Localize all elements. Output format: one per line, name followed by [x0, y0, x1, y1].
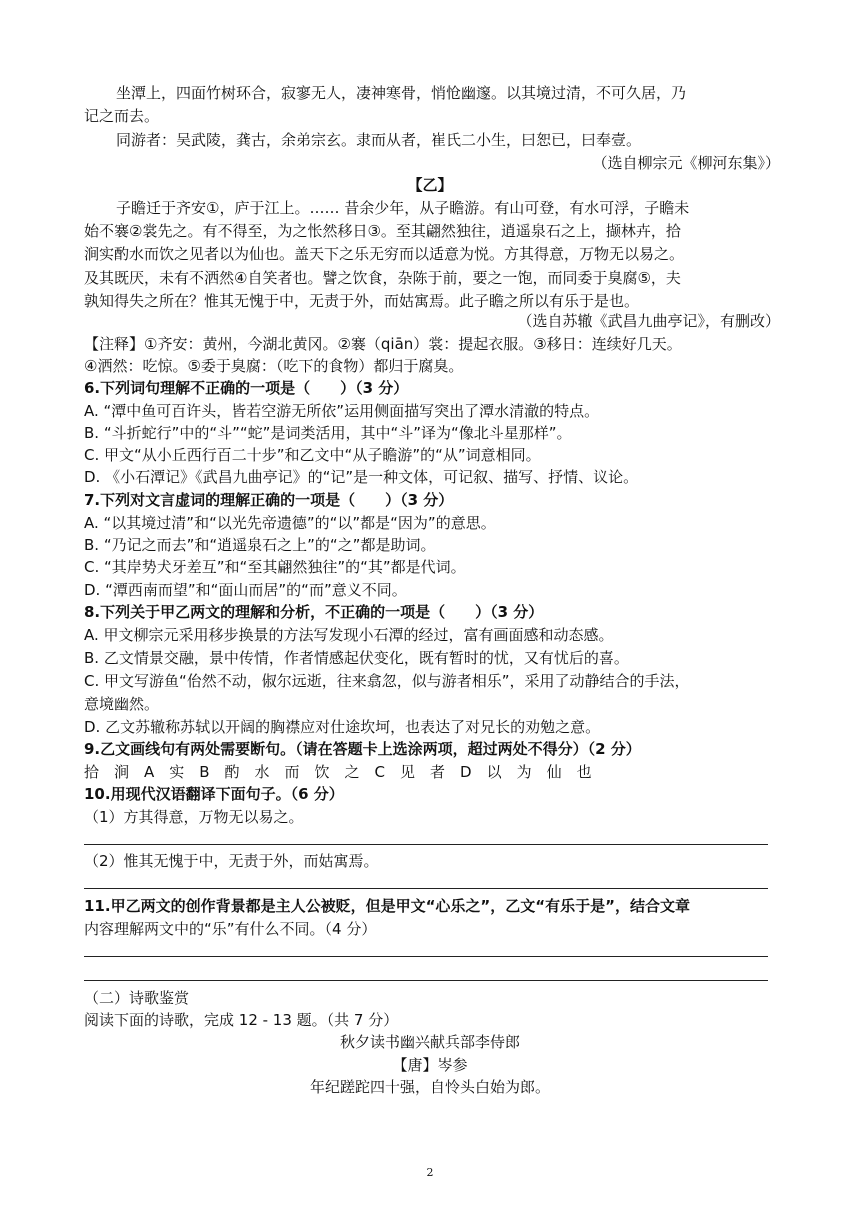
question-9-options: 拾 涧 A 实 B 酌 水 而 饮 之 C 见 者 D 以 为 仙 也 — [84, 763, 592, 781]
passage-yi-line: 及其既厌，未有不洒然④自笑者也。譬之饮食，杂陈于前，要之一饱，而同委于臭腐⑤，夫 — [84, 269, 681, 287]
question-8-option-c-cont: 意境幽然。 — [84, 695, 160, 713]
question-10-sentence-2: （2）惟其无愧于中，无责于外，而姑寓焉。 — [84, 852, 379, 870]
passage-jia-line: 坐潭上，四面竹树环合，寂寥无人，凄神寒骨，悄怆幽邃。以其境过清，不可久居，乃 — [116, 84, 687, 102]
passage-yi-line: 子瞻迁于齐安①，庐于江上。…… 昔余少年，从子瞻游。有山可登，有水可浮，子瞻未 — [116, 199, 690, 217]
annotation-line: ④洒然：吃惊。⑤委于臭腐：（吃下的食物）都归于腐臭。 — [84, 357, 464, 375]
question-8-option-a: A. 甲文柳宗元采用移步换景的方法写发现小石潭的经过，富有画面感和动态感。 — [84, 626, 614, 644]
passage-yi-line: 始不褰②裳先之。有不得至，为之怅然移日③。至其翩然独往，逍遥泉石之上，撷林卉，拾 — [84, 222, 681, 240]
poem-line: 年纪蹉跎四十强，自怜头白始为郎。 — [309, 1078, 550, 1096]
passage-jia-line: 同游者：吴武陵，龚古，余弟宗玄。隶而从者，崔氏二小生，曰恕已，曰奉壹。 — [116, 131, 642, 149]
question-10-stem: 10.用现代汉语翻译下面句子。（6 分） — [84, 785, 344, 803]
passage-yi-source: （选自苏辙《武昌九曲亭记》，有删改） — [517, 312, 780, 330]
question-8-stem: 8.下列关于甲乙两文的理解和分析，不正确的一项是（ ）（3 分） — [84, 603, 544, 621]
section-intro: 阅读下面的诗歌，完成 12 - 13 题。（共 7 分） — [84, 1011, 399, 1029]
question-9-stem: 9.乙文画线句有两处需要断句。（请在答题卡上选涂两项，超过两处不得分）（2 分） — [84, 740, 641, 758]
question-6-option-a: A. “潭中鱼可百许头，皆若空游无所依”运用侧面描写突出了潭水清澈的特点。 — [84, 402, 600, 420]
page-number: 2 — [426, 1166, 434, 1179]
section-title: （二）诗歌鉴赏 — [84, 989, 190, 1007]
question-7-option-a: A. “以其境过清”和“以光先帝遗德”的“以”都是“因为”的意思。 — [84, 514, 496, 532]
question-8-option-b: B. 乙文情景交融，景中传情，作者情感起伏变化，既有暂时的忧，又有忧后的喜。 — [84, 649, 629, 667]
question-7-option-d: D. “潭西南而望”和“面山而居”的“而”意义不同。 — [84, 581, 407, 599]
question-10-sentence-1: （1）方其得意，万物无以易之。 — [84, 808, 304, 826]
question-6-stem: 6.下列词句理解不正确的一项是（ ）（3 分） — [84, 379, 409, 397]
passage-jia-source: （选自柳宗元《柳河东集》） — [592, 154, 780, 172]
question-7-option-b: B. “乃记之而去”和“逍遥泉石之上”的“之”都是助词。 — [84, 536, 436, 554]
answer-line — [84, 980, 768, 981]
answer-line — [84, 888, 768, 889]
poem-author: 【唐】岑参 — [392, 1056, 468, 1074]
passage-jia-line: 记之而去。 — [84, 107, 160, 125]
passage-yi-heading: 【乙】 — [407, 176, 453, 194]
question-11-stem: 11.甲乙两文的创作背景都是主人公被贬，但是甲文“心乐之”，乙文“有乐于是”，结合文章 — [84, 897, 691, 915]
question-8-option-d: D. 乙文苏辙称苏轼以开阔的胸襟应对仕途坎坷，也表达了对兄长的劝勉之意。 — [84, 718, 601, 736]
question-7-option-c: C. “其岸势犬牙差互”和“至其翩然独往”的“其”都是代词。 — [84, 558, 466, 576]
question-8-option-c: C. 甲文写游鱼“佁然不动，俶尔远逝，往来翕忽，似与游者相乐”，采用了动静结合的手法， — [84, 672, 690, 690]
question-11-stem-cont: 内容理解两文中的“乐”有什么不同。（4 分） — [84, 920, 377, 938]
poem-title: 秋夕读书幽兴献兵部李侍郎 — [339, 1033, 520, 1051]
question-6-option-d: D. 《小石潭记》《武昌九曲亭记》的“记”是一种文体，可记叙、描写、抒情、议论。 — [84, 468, 639, 486]
question-6-option-c: C. 甲文“从小丘西行百二十步”和乙文中“从子瞻游”的“从”词意相同。 — [84, 446, 541, 464]
question-7-stem: 7.下列对文言虚词的理解正确的一项是（ ）（3 分） — [84, 491, 454, 509]
answer-line — [84, 844, 768, 845]
passage-yi-line: 孰知得失之所在？惟其无愧于中，无责于外，而姑寓焉。此子瞻之所以有乐于是也。 — [84, 292, 640, 310]
answer-line — [84, 956, 768, 957]
passage-yi-line: 涧实酌水而饮之见者以为仙也。盖天下之乐无穷而以适意为悦。方其得意，万物无以易之。 — [84, 245, 685, 263]
question-6-option-b: B. “斗折蛇行”中的“斗”“蛇”是词类活用，其中“斗”译为“像北斗星那样”。 — [84, 424, 572, 442]
annotation-line: 【注释】①齐安：黄州，今湖北黄冈。②褰（qiān）裳：提起衣服。③移日：连续好几天。 — [84, 335, 682, 353]
